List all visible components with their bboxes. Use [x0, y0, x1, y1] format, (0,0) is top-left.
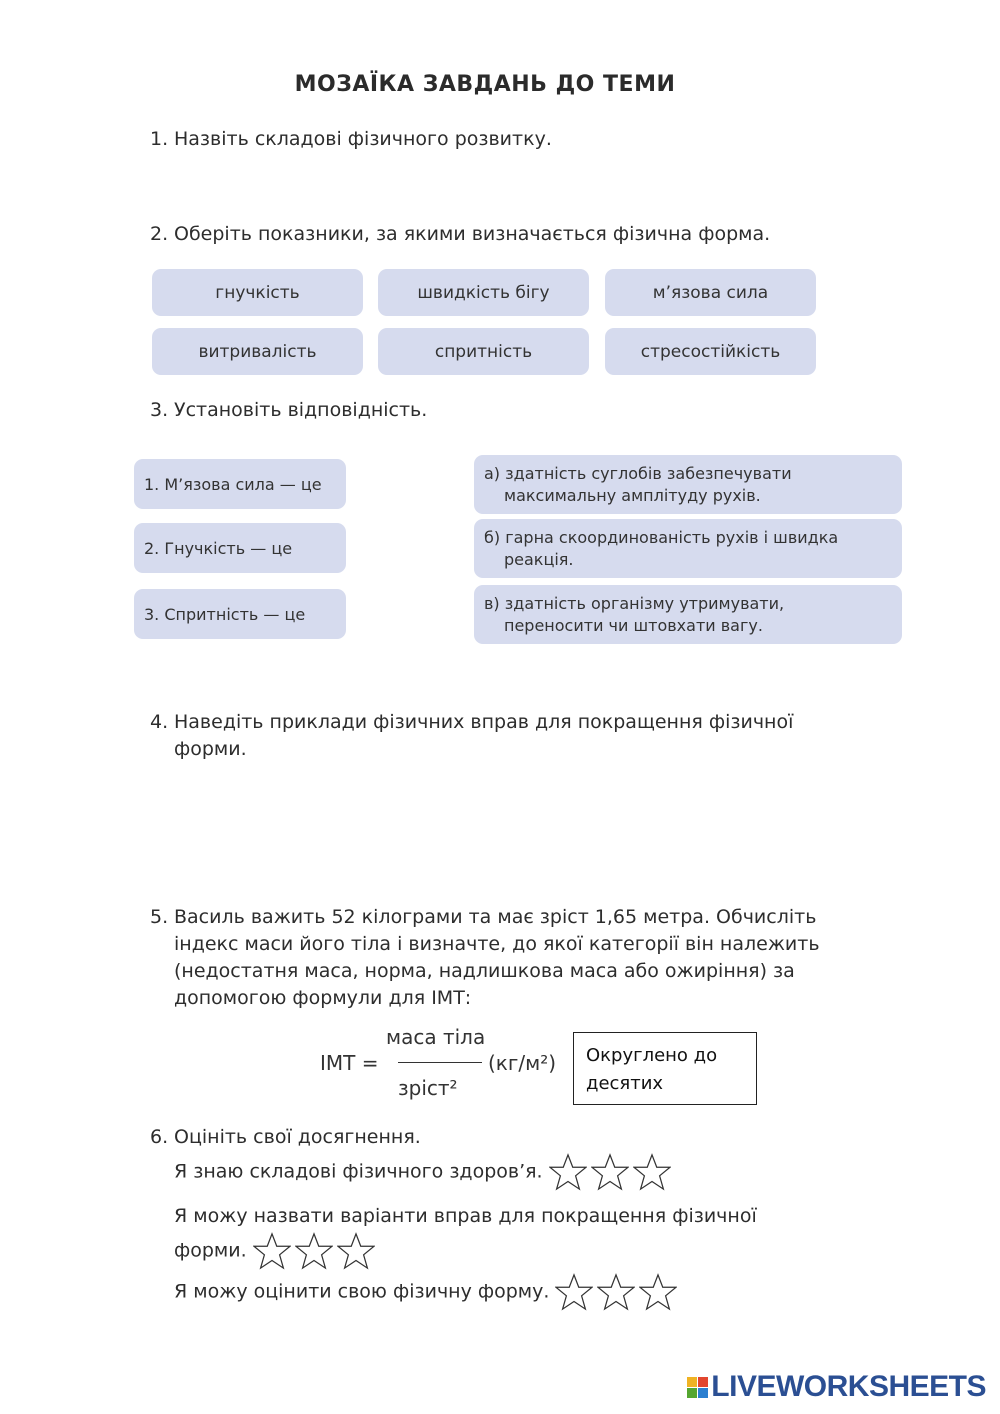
match-left-2[interactable]: 2. Гнучкість — це [134, 523, 346, 573]
liveworksheets-logo [687, 1370, 986, 1404]
match-right-c-line1: в) здатність організму утримувати, [484, 594, 785, 613]
question-5-line1: Василь важить 52 кілограми та має зріст 1,65 метра. Обчисліть [174, 906, 817, 928]
question-5-line2: індекс маси його тіла і визначте, до якої категорії він належить [174, 933, 820, 955]
question-1-text: Назвіть складові фізичного розвитку. [174, 128, 552, 150]
worksheet-title: МОЗАЇКА ЗАВДАНЬ ДО ТЕМИ [294, 72, 676, 97]
question-4 [150, 709, 820, 763]
star-icon[interactable] [549, 1153, 587, 1191]
rating-row-1 [549, 1153, 671, 1191]
formula-lhs: ІМТ = [320, 1051, 379, 1075]
star-icon[interactable] [633, 1153, 671, 1191]
self-assessment-2 [174, 1232, 375, 1270]
question-6 [150, 1124, 421, 1151]
match-right-b-line1: б) гарна скоординованість рухів і швидка [484, 528, 839, 547]
option-agility[interactable]: спритність [378, 328, 589, 375]
option-stress-resistance[interactable]: стресостійкість [605, 328, 816, 375]
match-left-1[interactable]: 1. М’язова сила — це [134, 459, 346, 509]
question-4-number: 4. [150, 711, 169, 733]
bmi-answer-field[interactable] [573, 1032, 757, 1105]
match-right-b-line2: реакція. [504, 550, 574, 569]
match-right-a[interactable] [474, 455, 902, 514]
question-3-number: 3. [150, 399, 169, 421]
star-icon[interactable] [253, 1232, 291, 1270]
formula-unit: (кг/м²) [488, 1051, 557, 1075]
question-3-text: Установіть відповідність. [174, 399, 428, 421]
match-left-3[interactable]: 3. Спритність — це [134, 589, 346, 639]
option-endurance[interactable]: витривалість [152, 328, 363, 375]
question-2-number: 2. [150, 223, 169, 245]
question-1-number: 1. [150, 128, 169, 150]
formula-denominator: зріст² [398, 1076, 458, 1100]
question-3 [150, 397, 427, 424]
match-right-b[interactable] [474, 519, 902, 578]
self-assessment-1-text: Я знаю складові фізичного здоров’я. [174, 1160, 543, 1183]
question-2 [150, 221, 770, 248]
rating-row-2 [253, 1232, 375, 1270]
answer-hint-line1: Округлено до [586, 1045, 718, 1066]
question-5-number: 5. [150, 906, 169, 928]
star-icon[interactable] [295, 1232, 333, 1270]
formula-fraction-bar [398, 1062, 482, 1063]
match-right-a-line1: а) здатність суглобів забезпечувати [484, 464, 792, 483]
rating-row-3 [555, 1273, 677, 1311]
formula-numerator: маса тіла [386, 1025, 486, 1049]
star-icon[interactable] [639, 1273, 677, 1311]
question-6-text: Оцініть свої досягнення. [174, 1126, 421, 1148]
self-assessment-2-line2: форми. [174, 1239, 247, 1262]
match-right-a-line2: максимальну амплітуду рухів. [504, 486, 761, 505]
question-5 [150, 904, 830, 1012]
star-icon[interactable] [337, 1232, 375, 1270]
match-right-c-line2: переносити чи штовхати вагу. [504, 616, 763, 635]
logo-text: LIVEWORKSHEETS [711, 1370, 986, 1403]
question-5-line4: допомогою формули для ІМТ: [174, 987, 472, 1009]
self-assessment-2-line1: Я можу назвати варіанти вправ для покращення фізичної [174, 1205, 757, 1227]
self-assessment-1 [174, 1153, 671, 1191]
question-5-line3: (недостатня маса, норма, надлишкова маса або ожиріння) за [174, 960, 795, 982]
match-right-c[interactable] [474, 585, 902, 644]
question-2-text: Оберіть показники, за якими визначається фізична форма. [174, 223, 771, 245]
star-icon[interactable] [591, 1153, 629, 1191]
star-icon[interactable] [597, 1273, 635, 1311]
option-running-speed[interactable]: швидкість бігу [378, 269, 589, 316]
option-muscle-strength[interactable]: м’язова сила [605, 269, 816, 316]
answer-hint-line2: десятих [586, 1073, 664, 1094]
question-4-line2: форми. [174, 738, 247, 760]
option-flexibility[interactable]: гнучкість [152, 269, 363, 316]
star-icon[interactable] [555, 1273, 593, 1311]
question-6-number: 6. [150, 1126, 169, 1148]
self-assessment-3-text: Я можу оцінити свою фізичну форму. [174, 1280, 550, 1303]
logo-mark-icon [687, 1377, 708, 1398]
question-1 [150, 126, 552, 153]
self-assessment-3 [174, 1273, 677, 1311]
question-4-line1: Наведіть приклади фізичних вправ для покращення фізичної [174, 711, 794, 733]
